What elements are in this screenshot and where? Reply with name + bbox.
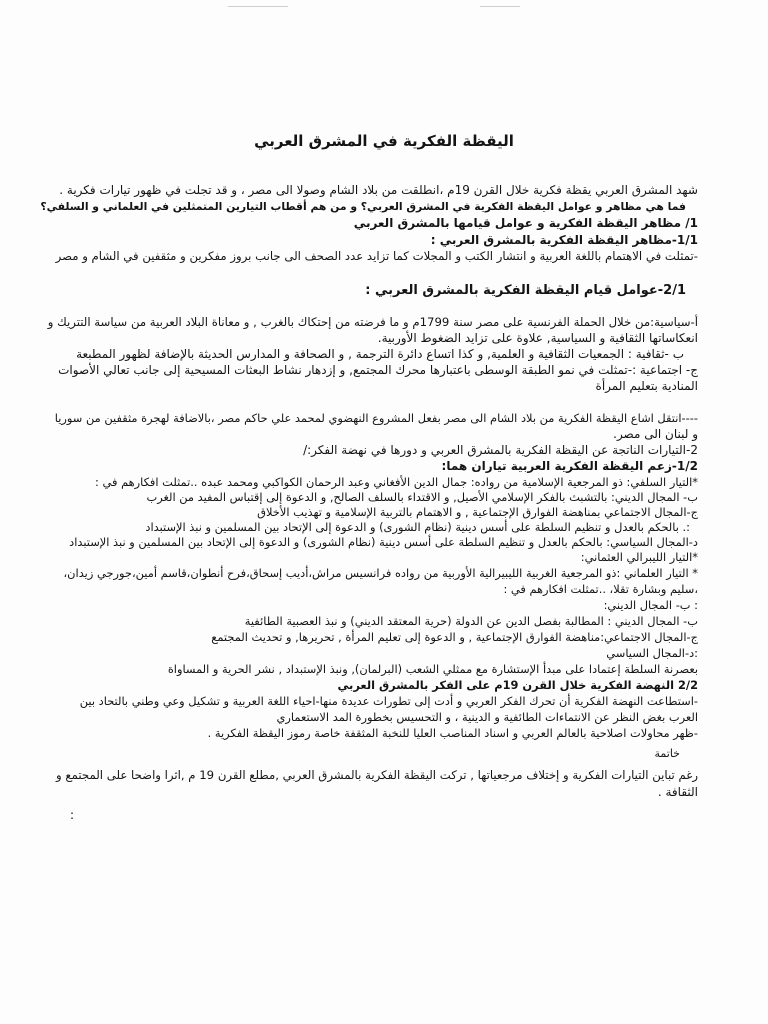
paragraph-line: :. بالحكم بالعدل و تنظيم السلطة على أسس دينية (نظام الشورى) و الدعوة إلى الإتحاد بين المسلمين و نبذ الإستبداد — [145, 520, 690, 534]
conclusion-line: رغم تباين التيارات الفكرية و إختلاف مرجعياتها , تركت اليقظة الفكرية بالمشرق العربي ,مطلع القرن 19 م ,اثرا واضحا على المجتمع و — [56, 768, 698, 782]
paragraph-line: -تمثلت في الاهتمام باللغة العربية و انتشار الكتب و المجلات كما تزايد عدد الصحف الى جانب بروز مفكرين و مثقفين في الشام و مصر — [55, 249, 698, 263]
paragraph-line: * التيار العلماني :ذو المرجعية الغربية الليبيرالية الأوربية من رواده فرانسيس مراش،أديب إسحاق،فرح أنطوان،قاسم أمين،جورجي زيدان، — [63, 566, 698, 580]
paragraph-line: ب -ثقافية : الجمعيات الثقافية و العلمية, و كذا اتساع دائرة الترجمة , و الصحافة و المدارس الحديثة بالإضافة لظهور المطبعة — [76, 347, 684, 361]
subsection-heading-1-1: 1/1-مظاهر اليقظة الفكرية بالمشرق العربي : — [430, 233, 698, 247]
paragraph-line: و لبنان الى مصر. — [613, 427, 698, 441]
conclusion-heading: خاتمة — [654, 747, 680, 760]
paragraph-line: ب- المجال الديني: بالتشبث بالفكر الإسلامي الأصيل, و الاقتداء بالسلف الصالح, و الدعوة إلى إقتباس المفيد من الغرب — [146, 490, 698, 504]
paragraph-line: ج- اجتماعية :-تمثلت في نمو الطبقة الوسطى باعتبارها محرك المجتمع, و إزدهار نشاط البعثات المسيحية إلى جانب تعالي الأصوات — [58, 363, 698, 377]
paragraph-line: ب- المجال الديني : المطالبة بفصل الدين عن الدولة (حرية المعتقد الديني) و نبذ العصبية الطائفية — [244, 614, 698, 628]
paragraph-line: ،سليم وبشارة تقلا، ..تمثلت افكارهم في : — [503, 582, 698, 596]
paragraph-line: :د-المجال السياسي — [606, 646, 698, 660]
paragraph-line: ج-المجال الاجتماعي:مناهضة الفوارق الإجتماعية , و الدعوة إلى تعليم المرأة , تحريرها, و تحديث المجتمع — [211, 630, 698, 644]
stray-mark: : — [70, 808, 75, 822]
paragraph-line: *التيار السلفي: ذو المرجعية الإسلامية من رواده: جمال الدين الأفغاني وعبد الرحمان الكواكبي ومحمد عبده ..تمثلت افكارهم في : — [95, 475, 698, 489]
paragraph-line: انعكاساتها الثقافية و السياسية, علاوة على تزايد الضغوط الأوربية. — [377, 331, 698, 345]
paragraph-line: ----انتقل اشاع اليقظة الفكرية من بلاد الشام الى مصر بفعل المشروع النهضوي لمحمد علي حاكم مصر ،بالاضافة لهجرة مثقفين من سوريا — [54, 411, 698, 425]
subsection-heading-2-2: 2/2 النهضة الفكرية خلال القرن 19م على الفكر بالمشرق العربي — [337, 678, 698, 692]
intro-line-1: شهد المشرق العربي يقظة فكرية خلال القرن 19م ،انطلقت من بلاد الشام وصولا الى مصر ، و قد تجلت في ظهور تيارات فكرية . — [59, 183, 698, 197]
paragraph-line: بعصرنة السلطة إعتمادا على مبدأ الإستشارة مع ممثلي الشعب (البرلمان), ونبذ الإستبداد , نشر الحرية و المساواة — [167, 662, 698, 676]
paragraph-line: المنادية بتعليم المرأة — [595, 379, 698, 393]
paragraph-line: *التيار الليبرالي العثماني: — [580, 550, 698, 564]
paragraph-line: -استطاعت النهضة الفكرية أن تحرك الفكر العربي و أدت إلى تطورات عديدة منها-احياء اللغة العربية و تشكيل وعي وطني بالتحاد بين — [79, 694, 698, 708]
subsection-heading-1-2: 1/2-زعم اليقظة الفكرية العربية تياران هما: — [441, 459, 698, 473]
section-heading-1: 1/ مظاهر اليقظة الفكرية و عوامل قيامها بالمشرق العربي — [353, 216, 698, 230]
section-heading-2: 2-التيارات الناتجة عن اليقظة الفكرية بالمشرق العربي و دورها في نهضة الفكر:/ — [303, 443, 698, 457]
subsection-heading-2-1: 2/1-عوامل قيام اليقظة الفكرية بالمشرق العربي : — [365, 283, 686, 298]
conclusion-line: الثقافة . — [657, 785, 698, 799]
problem-statement: فما هي مظاهر و عوامل اليقظة الفكرية في المشرق العربي؟ و من هم أقطاب التيارين المتمثلين في العلماني و السلفي؟ — [40, 200, 686, 213]
scan-artifact — [480, 6, 520, 7]
paragraph-line: العرب بغض النظر عن الانتماءات الطائفية و الدينية ، و التحسيس بخطورة المد الاستعماري — [276, 710, 698, 724]
paragraph-line: : ب- المجال الديني: — [603, 598, 698, 612]
scan-artifact — [228, 6, 288, 7]
paragraph-line: أ-سياسية:من خلال الحملة الفرنسية على مصر سنة 1799م و ما فرضته من إحتكاك بالغرب , و معاناة البلاد العربية من سياسة التتريك و — [47, 315, 698, 329]
paragraph-line: ج-المجال الاجتماعي بمناهضة الفوارق الإجتماعية , و الاهتمام بالتربية الإسلامية و تهذيب الأخلاق — [257, 505, 698, 519]
paragraph-line: -ظهر محاولات اصلاحية بالعالم العربي و اسناد المناصب العليا للنخبة المثقفة خاصة رموز اليقظة الفكرية . — [207, 726, 698, 740]
document-title: اليقظة الفكرية في المشرق العربي — [254, 132, 514, 150]
paragraph-line: د-المجال السياسي: بالحكم بالعدل و تنظيم السلطة على أسس دينية (نظام الشورى) و الدعوة إلى الإتحاد بين المسلمين و نبذ الإستبداد — [69, 535, 698, 549]
